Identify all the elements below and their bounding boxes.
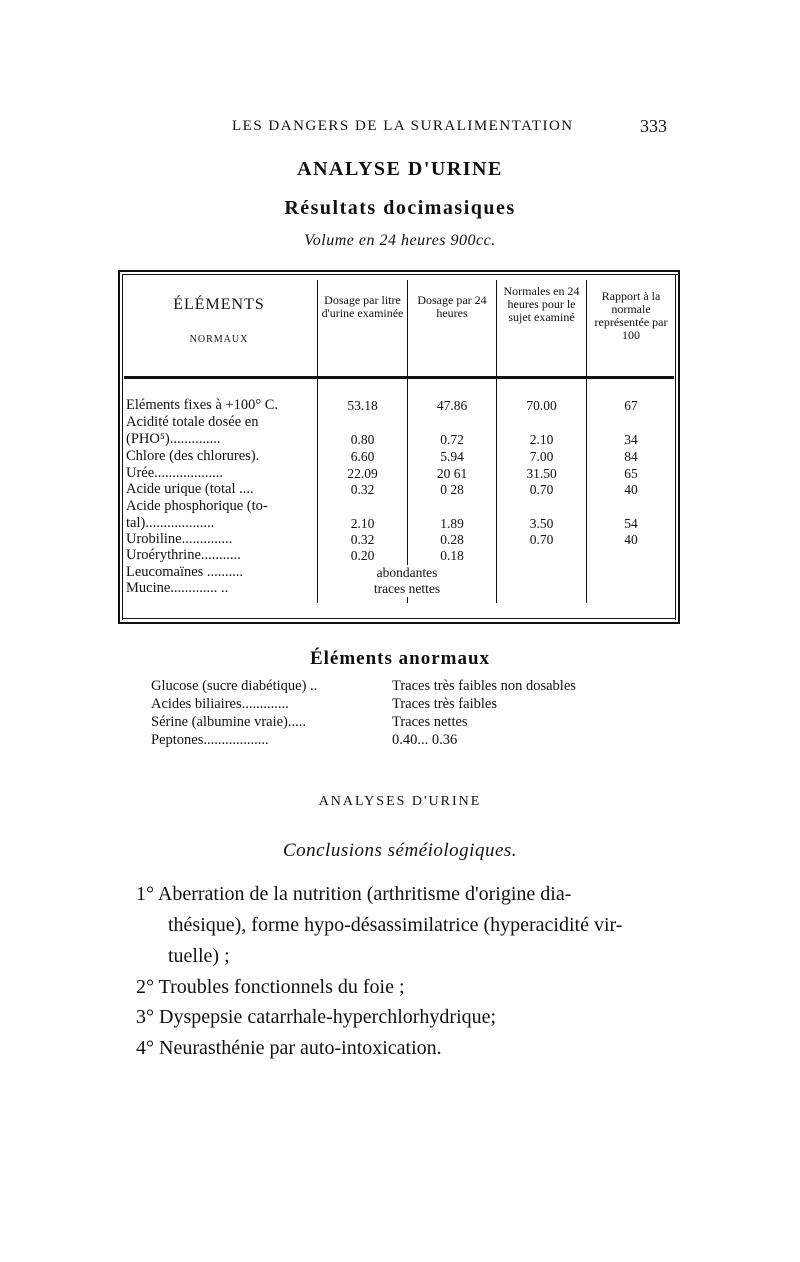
abnormal-label: Acides biliaires............. [151,696,289,712]
running-title: LES DANGERS DE LA SURALIMENTATION [232,118,574,134]
row-label: Mucine............. .. [126,580,229,596]
analyses-heading: ANALYSES D'URINE [318,794,482,809]
value-cell: 2.10 [350,516,375,531]
conclusion-line: thésique), forme hypo-désassimilatrice (hyperacidité vir- [168,914,623,936]
row-label: Acidité totale dosée en [126,414,259,430]
value-cell: 70.00 [526,398,557,413]
conclusion-line: 2° Troubles fonctionnels du foie ; [136,976,405,998]
abnormal-elements-title: Éléments anormaux [309,648,491,669]
header-normales: Normales en 24 heures pour le sujet examiné [503,284,580,324]
conclusions-title: Conclusions séméiologiques. [282,840,518,861]
value-cell: 0 28 [440,482,464,497]
value-cell: 7.00 [529,449,554,464]
header-dosage-24h: Dosage par 24 heures [417,293,487,320]
value-cell: 0.32 [350,532,375,547]
value-cell: 5.94 [440,449,464,464]
leucomaines-value: abondantes [318,565,496,581]
page-subtitle: Résultats docimasiques [284,197,516,219]
conclusion-line: 3° Dyspepsie catarrhale-hyperchlorhydrique; [136,1006,497,1028]
conclusion-line: tuelle) ; [168,945,230,967]
page-title: ANALYSE D'URINE [297,158,503,180]
page-number: 333 [640,116,667,136]
value-cell: 1.89 [440,516,464,531]
table-top-border [118,270,680,272]
value-cell: 0.28 [440,532,464,547]
header-dosage-litre: Dosage par litre d'urine examinée [321,293,404,320]
value-cell: 0.70 [529,482,554,497]
table-bottom-border-inner [122,618,676,619]
table-right-border-inner [675,274,676,620]
row-label: Urobiline.............. [126,531,233,547]
value-cell: 2.10 [529,432,554,447]
table-right-border [678,270,680,624]
value-cell: 54 [624,516,638,531]
value-cell: 0.70 [529,532,554,547]
row-label: Leucomaïnes .......... [126,564,244,580]
row-label: Acide urique (total .... [126,481,254,497]
value-cell: 22.09 [347,466,378,481]
value-cell: 0.20 [350,548,375,563]
conclusion-line: 1° Aberration de la nutrition (arthritisme d'origine dia- [136,883,572,905]
table-left-border-inner [122,274,123,620]
value-cell: 40 [624,482,638,497]
abnormal-label: Glucose (sucre diabétique) .. [151,678,318,694]
mucine-value: traces nettes [318,581,496,597]
abnormal-label: Sérine (albumine vraie)..... [151,714,307,730]
value-cell: 67 [624,398,638,413]
table-top-border-inner [122,274,678,275]
abnormal-value: 0.40... 0.36 [392,732,458,748]
value-cell: 0.18 [440,548,464,563]
value-cell: 47.86 [436,398,468,413]
row-label: (PHO⁵).............. [126,431,221,447]
value-cell: 0.72 [440,432,464,447]
header-rapport: Rapport à la normale représentée par 100 [594,289,668,342]
value-cell: 20 61 [436,466,468,481]
value-cell: 84 [624,449,638,464]
value-cell: 0.80 [350,432,375,447]
value-cell: 6.60 [350,449,375,464]
header-elements: ÉLÉMENTS [173,296,265,313]
value-cell: 34 [624,432,638,447]
abnormal-value: Traces très faibles non dosables [392,678,576,694]
volume-note: Volume en 24 heures 900cc. [304,232,496,249]
value-cell: 53.18 [347,398,378,413]
row-label: tal)................... [126,515,215,531]
value-cell: 0.32 [350,482,375,497]
abnormal-value: Traces très faibles [392,696,497,712]
table-left-border [118,270,120,624]
header-elements-sub: NORMAUX [189,334,249,345]
value-cell: 65 [624,466,638,481]
value-cell: 3.50 [529,516,554,531]
table-bottom-border [118,622,680,624]
abnormal-label: Peptones.................. [151,732,269,748]
conclusion-line: 4° Neurasthénie par auto-intoxication. [136,1037,442,1059]
abnormal-value: Traces nettes [392,714,468,730]
row-label: Eléments fixes à +100° C. [126,397,279,413]
header-separator [124,376,674,379]
row-label: Chlore (des chlorures). [126,448,260,464]
value-cell: 31.50 [526,466,557,481]
row-label: Urée................... [126,465,224,481]
row-label: Uroérythrine........... [126,547,241,563]
row-label: Acide phosphorique (to- [126,498,268,514]
value-cell: 40 [624,532,638,547]
